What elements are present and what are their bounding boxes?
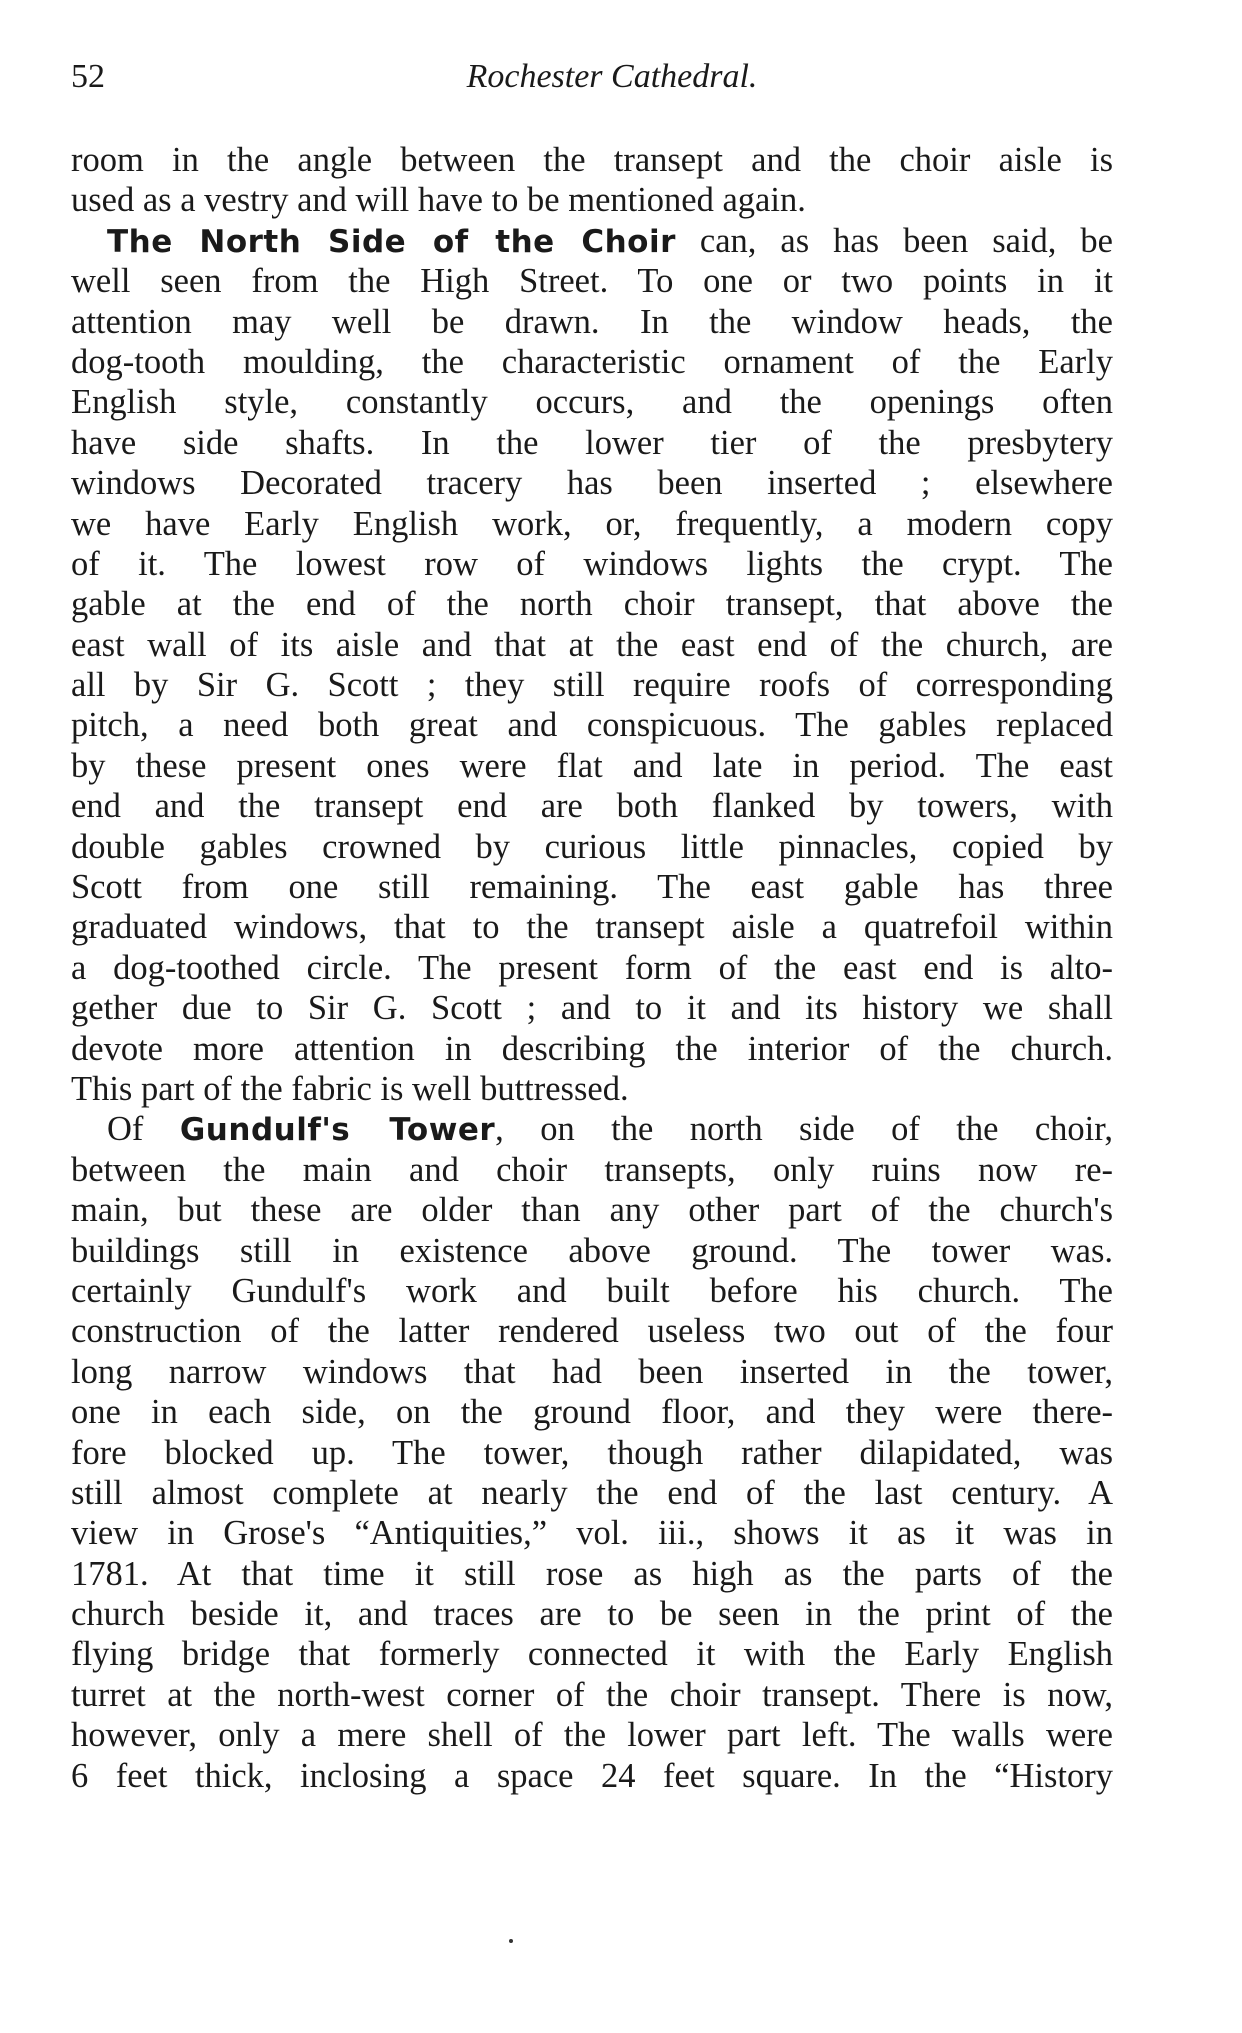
text-line <box>71 1756 1113 1796</box>
line-text: English style, constantly occurs, and the openings often <box>71 383 1113 422</box>
line-text: a dog-toothed circle. The present form of the east end is alto- <box>71 948 1113 987</box>
text-line <box>71 382 1113 422</box>
running-title: Rochester Cathedral. <box>466 58 758 95</box>
line-text: well seen from the High Street. To one or two points in it <box>71 262 1113 301</box>
line-text: can, as has been said, be <box>675 221 1113 260</box>
line-text: used as a vestry and will have to be mentioned again. <box>71 181 806 220</box>
text-line <box>71 1675 1113 1715</box>
text-line <box>71 342 1113 382</box>
page-number: 52 <box>71 58 105 95</box>
line-text: This part of the fabric is well buttressed. <box>71 1069 629 1108</box>
line-text: one in each side, on the ground floor, and they were there- <box>71 1393 1113 1432</box>
text-line <box>71 705 1113 745</box>
text-line <box>71 1311 1113 1351</box>
text-line <box>71 1513 1113 1553</box>
line-prefix: Of <box>107 1110 180 1149</box>
line-text: attention may well be drawn. In the window heads, the <box>71 302 1113 341</box>
line-text: gable at the end of the north choir transept, that above the <box>71 585 1113 624</box>
text-line <box>71 584 1113 624</box>
text-line <box>71 827 1113 867</box>
line-text: fore blocked up. The tower, though rather dilapidated, was <box>71 1433 1113 1472</box>
line-text: devote more attention in describing the interior of the church. <box>71 1029 1113 1068</box>
line-text: still almost complete at nearly the end of the last century. A <box>71 1473 1113 1512</box>
text-line <box>71 261 1113 301</box>
line-text: east wall of its aisle and that at the east end of the church, are <box>71 625 1113 664</box>
print-speck <box>509 1939 513 1943</box>
line-text: all by Sir G. Scott ; they still require roofs of corresponding <box>71 666 1113 705</box>
text-line <box>71 1352 1113 1392</box>
text-line <box>71 504 1113 544</box>
line-text: graduated windows, that to the transept aisle a quatrefoil within <box>71 908 1113 947</box>
line-text: by these present ones were flat and late in period. The east <box>71 746 1113 785</box>
text-line <box>71 221 1113 261</box>
line-text: certainly Gundulf's work and built before his church. The <box>71 1271 1113 1310</box>
text-line <box>71 948 1113 988</box>
text-line <box>71 423 1113 463</box>
line-text: end and the transept end are both flanked by towers, with <box>71 787 1113 826</box>
text-line <box>71 625 1113 665</box>
text-line <box>71 1554 1113 1594</box>
line-text: long narrow windows that had been inserted in the tower, <box>71 1352 1113 1391</box>
line-text: main, but these are older than any other part of the church's <box>71 1191 1113 1230</box>
line-text: gether due to Sir G. Scott ; and to it and its history we shall <box>71 989 1113 1028</box>
text-line <box>71 1473 1113 1513</box>
line-text: have side shafts. In the lower tier of the presbytery <box>71 423 1113 462</box>
line-text: of it. The lowest row of windows lights the crypt. The <box>71 544 1113 583</box>
line-text: 6 feet thick, inclosing a space 24 feet square. In the “History <box>71 1756 1113 1795</box>
text-line <box>71 665 1113 705</box>
text-line <box>71 1392 1113 1432</box>
text-line <box>71 1109 1113 1149</box>
line-text: 1781. At that time it still rose as high as the parts of the <box>71 1554 1113 1593</box>
line-text: between the main and choir transepts, only ruins now re- <box>71 1150 1113 1189</box>
text-line <box>71 746 1113 786</box>
text-line <box>71 1069 1113 1109</box>
text-line <box>71 867 1113 907</box>
line-text: double gables crowned by curious little pinnacles, copied by <box>71 827 1113 866</box>
line-text: dog-tooth moulding, the characteristic ornament of the Early <box>71 342 1113 381</box>
text-line <box>71 1029 1113 1069</box>
text-line <box>71 786 1113 826</box>
text-line <box>71 1433 1113 1473</box>
text-line <box>71 1634 1113 1674</box>
text-line <box>71 140 1113 180</box>
line-text: turret at the north-west corner of the choir transept. There is now, <box>71 1675 1113 1714</box>
section-heading: Gundulf's Tower <box>179 1112 496 1149</box>
page-header <box>71 58 1113 108</box>
text-line <box>71 302 1113 342</box>
text-line <box>71 1190 1113 1230</box>
text-line <box>71 1594 1113 1634</box>
section-heading: The North Side of the Choir <box>107 223 676 260</box>
line-text: construction of the latter rendered useless two out of the four <box>71 1312 1113 1351</box>
line-text: view in Grose's “Antiquities,” vol. iii., shows it as it was in <box>71 1514 1113 1553</box>
body-text <box>71 140 1113 1796</box>
text-line <box>71 180 1113 220</box>
line-text: buildings still in existence above ground. The tower was. <box>71 1231 1113 1270</box>
text-line <box>71 544 1113 584</box>
line-text: church beside it, and traces are to be seen in the print of the <box>71 1595 1113 1634</box>
line-text: room in the angle between the transept and the choir aisle is <box>71 141 1113 179</box>
line-text: pitch, a need both great and conspicuous. The gables replaced <box>71 706 1113 745</box>
line-text: , on the north side of the choir, <box>495 1110 1113 1149</box>
text-line <box>71 1715 1113 1755</box>
text-line <box>71 463 1113 503</box>
line-text: Scott from one still remaining. The east gable has three <box>71 868 1113 907</box>
text-line <box>71 1150 1113 1190</box>
text-line <box>71 1231 1113 1271</box>
line-text: however, only a mere shell of the lower part left. The walls were <box>71 1716 1113 1755</box>
text-line <box>71 1271 1113 1311</box>
text-line <box>71 988 1113 1028</box>
line-text: flying bridge that formerly connected it with the Early English <box>71 1635 1113 1674</box>
line-text: windows Decorated tracery has been inserted ; elsewhere <box>71 464 1113 503</box>
line-text: we have Early English work, or, frequently, a modern copy <box>71 504 1113 543</box>
text-line <box>71 907 1113 947</box>
